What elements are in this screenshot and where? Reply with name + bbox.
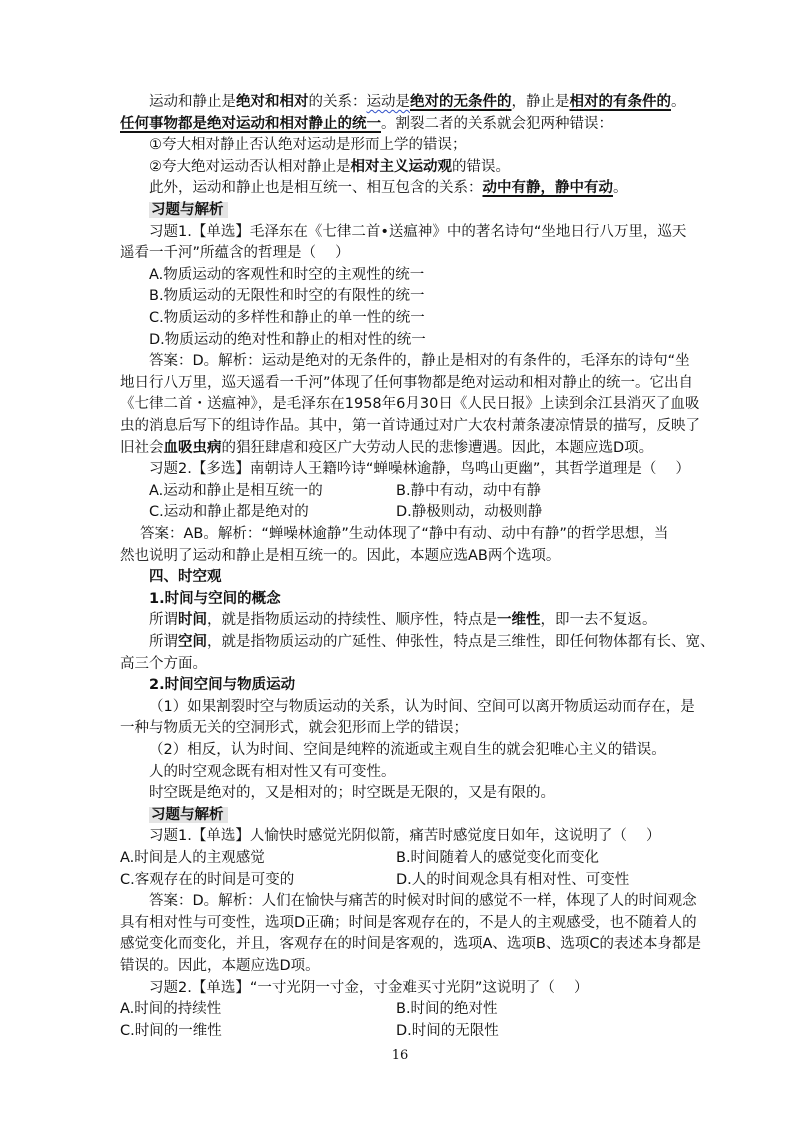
question-1-answer-line5: 旧社会血吸虫病的猖狂肆虐和疫区广大劳动人民的悲惨遭遇。因此，本题应选D项。 bbox=[120, 439, 654, 456]
mutual-relation-line: 此外，运动和静止也是相互统一、相互包含的关系：动中有静，静中有动。 bbox=[149, 180, 628, 197]
section-4-heading: 四、时空观 bbox=[149, 569, 222, 586]
question-3-option-c: C.客观存在的时间是可变的 bbox=[120, 871, 295, 888]
motion-rest-line2: 任何事物都是绝对运动和相对静止的统一。割裂二者的关系就会犯两种错误： bbox=[120, 115, 613, 132]
question-1-answer-line1: 答案：D。解析：运动是绝对的无条件的，静止是相对的有条件的，毛泽东的诗句“坐 bbox=[149, 353, 690, 370]
question-4-option-a: A.时间的持续性 bbox=[120, 1001, 222, 1018]
question-3-options-row1 bbox=[120, 848, 600, 869]
question-3-option-b: B.时间随着人的感觉变化而变化 bbox=[396, 850, 600, 866]
question-3-option-d: D.人的时间观念具有相对性、可变性 bbox=[396, 871, 630, 888]
motion-rest-line1: 运动和静止是绝对和相对的关系：运动是绝对的无条件的，静止是相对的有条件的。 bbox=[149, 94, 686, 110]
page-number: 16 bbox=[391, 1048, 409, 1064]
question-2-option-a: A.运动和静止是相互统一的 bbox=[149, 482, 323, 499]
question-1-answer-line2: 地日行八万里，巡天遥看一千河”体现了任何事物都是绝对运动和相对静止的统一。它出自 bbox=[120, 374, 694, 391]
error-item-2: ②夸大绝对运动否认相对静止是相对主义运动观的错误。 bbox=[149, 158, 510, 175]
question-1-option-d: D.物质运动的绝对性和静止的相对性的统一 bbox=[149, 331, 426, 348]
question-4-options-row2 bbox=[120, 1021, 499, 1042]
question-1-stem-line1: 习题1.【单选】毛泽东在《七律二首•送瘟神》中的著名诗句“坐地日行八万里，巡天 bbox=[149, 223, 687, 240]
question-1-stem-line2: 遥看一千河”所蕴含的哲理是（ ） bbox=[120, 245, 350, 262]
question-1-option-b: B.物质运动的无限性和时空的有限性的统一 bbox=[149, 288, 425, 305]
question-4-option-c: C.时间的一维性 bbox=[120, 1022, 222, 1039]
time-definition: 所谓时间，就是指物质运动的持续性、顺序性，特点是一维性，即一去不复返。 bbox=[149, 612, 657, 629]
question-3-answer-line4: 错误的。因此，本题应选D项。 bbox=[120, 958, 320, 974]
subsection-2-heading: 2.时间空间与物质运动 bbox=[149, 677, 296, 694]
question-3-answer-line3: 感觉变化而变化，并且，客观存在的时间是客观的，选项A、选项B、选项C的表述本身都是 bbox=[120, 936, 701, 953]
question-3-stem: 习题1.【单选】人愉快时感觉光阴似箭，痛苦时感觉度日如年，这说明了（ ） bbox=[149, 828, 661, 845]
question-1-answer-line4: 虫的消息后写下的组诗作品。其中，第一首诗通过对广大农村萧条凄凉情景的描写，反映了 bbox=[120, 418, 700, 434]
question-3-answer-line2: 具有相对性与可变性，选项D正确；时间是客观存在的，不是人的主观感受，也不随着人的 bbox=[120, 914, 697, 931]
question-2-stem: 习题2.【多选】南朝诗人王籍吟诗“蝉噪林逾静，鸟鸣山更幽”，其哲学道理是（ ） bbox=[149, 461, 690, 478]
motion-point-1-line1: （1）如果割裂时空与物质运动的关系，认为时间、空间可以离开物质运动而存在，是 bbox=[149, 698, 695, 715]
question-1-answer-line3: 《七律二首・送瘟神》，是毛泽东在1958年6月30日《人民日报》上读到余江县消灭了血吸 bbox=[120, 396, 700, 413]
motion-point-2: （2）相反，认为时间、空间是纯粹的流逝或主观自生的就会犯唯心主义的错误。 bbox=[149, 742, 666, 758]
question-2-options-row2 bbox=[149, 502, 543, 523]
question-4-options-row1 bbox=[120, 999, 498, 1020]
question-3-answer-line1: 答案：D。解析：人们在愉快与痛苦的时候对时间的感觉不一样，体现了人的时间观念 bbox=[149, 893, 697, 910]
section-heading-exercises-1: 习题与解析 bbox=[149, 200, 228, 221]
space-definition-line2: 高三个方面。 bbox=[120, 655, 207, 672]
spacetime-relativity-note: 人的时空观念既有相对性又有可变性。 bbox=[149, 763, 396, 780]
question-3-option-a: A.时间是人的主观感觉 bbox=[120, 850, 265, 866]
question-2-answer-line1: 答案：AB。解析：“蝉噪林逾静”生动体现了“静中有动、动中有静”的哲学思想，当 bbox=[140, 526, 669, 542]
question-2-option-b: B.静中有动，动中有静 bbox=[396, 482, 542, 499]
question-1-option-a: A.物质运动的客观性和时空的主观性的统一 bbox=[149, 266, 425, 283]
question-4-stem: 习题2.【单选】“一寸光阴一寸金，寸金难买寸光阴”这说明了（ ） bbox=[149, 979, 589, 996]
question-3-options-row2 bbox=[120, 870, 630, 891]
section-heading-exercises-2: 习题与解析 bbox=[149, 805, 228, 826]
motion-point-1-line2: 一种与物质无关的空洞形式，就会犯形而上学的错误； bbox=[120, 720, 468, 737]
question-4-option-d: D.时间的无限性 bbox=[396, 1022, 499, 1039]
error-item-1: ①夸大相对静止否认绝对运动是形而上学的错误； bbox=[149, 137, 467, 154]
question-2-option-c: C.运动和静止都是绝对的 bbox=[149, 504, 309, 521]
space-definition-line1: 所谓空间，就是指物质运动的广延性、伸张性，特点是三维性，即任何物体都有长、宽、 bbox=[149, 634, 715, 650]
question-2-option-d: D.静极则动，动极则静 bbox=[396, 504, 543, 521]
spacetime-absolute-note: 时空既是绝对的，又是相对的；时空既是无限的，又是有限的。 bbox=[149, 785, 555, 802]
question-2-answer-line2: 然也说明了运动和静止是相互统一的。因此，本题应选AB两个选项。 bbox=[120, 547, 561, 564]
question-4-option-b: B.时间的绝对性 bbox=[396, 1001, 498, 1018]
question-2-options-row1 bbox=[149, 481, 542, 502]
question-1-option-c: C.物质运动的多样性和静止的单一性的统一 bbox=[149, 310, 425, 326]
subsection-1-heading: 1.时间与空间的概念 bbox=[149, 590, 281, 607]
